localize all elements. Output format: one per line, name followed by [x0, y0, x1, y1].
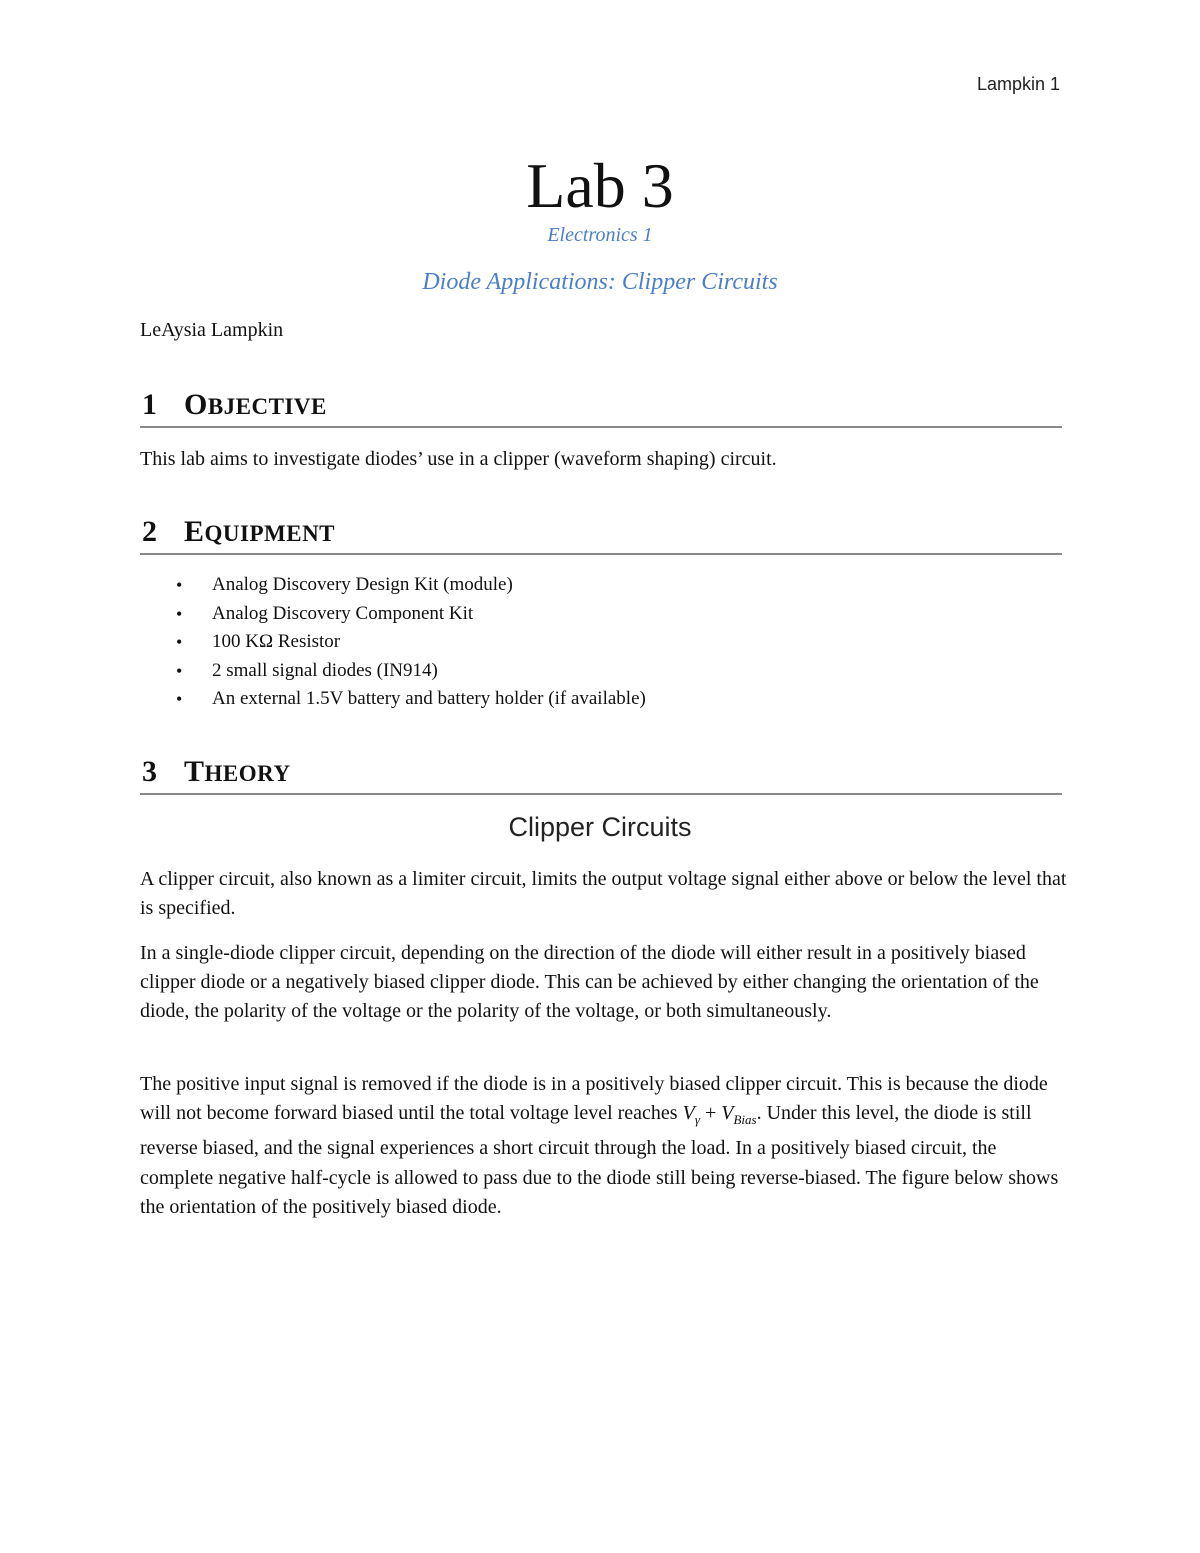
lab-subtitle: Diode Applications: Clipper Circuits [422, 269, 778, 295]
list-item: • Analog Discovery Component Kit [140, 600, 646, 629]
section-heading-equipment [140, 513, 1062, 555]
bullet-icon: • [176, 603, 183, 624]
section-title: EQUIPMENT [184, 515, 336, 548]
math-expression: $V_\gamma + V_{Bias}$ [682, 1102, 757, 1128]
section-number: 2 [142, 515, 157, 548]
course-name: Electronics 1 [547, 224, 653, 246]
section-heading-objective [140, 386, 1062, 428]
theory-paragraph-1: A clipper circuit, also known as a limiter circuit, limits the output voltage signal either above or below the level that is specified. [140, 868, 1067, 920]
author-name: LeAysia Lampkin [140, 319, 284, 341]
bullet-icon: • [176, 660, 183, 681]
theory-subheading: Clipper Circuits [508, 812, 692, 842]
objective-text: This lab aims to investigate diodes’ use in a clipper (waveform shaping) circuit. [140, 448, 777, 470]
theory-paragraph-2: In a single-diode clipper circuit, depending on the direction of the diode will either result in a positively biased clipper diode or a negatively biased clipper diode. This can be achieved by either changing the orientation of the diode, the polarity of the voltage or the polarity of the voltage, or both simultaneously. [140, 942, 1039, 1023]
theory-paragraph-3: The positive input signal is removed if the diode is in a positively biased clipper circuit. This is because the diode will not become forward biased until the total voltage level reaches $V_\gamma + V_{Bias}$. Under this level, the diode is still reverse biased, and the signal experiences a short circuit through the load. In a positively biased circuit, the complete negative half-cycle is allowed to pass due to the diode still being reverse-biased. The figure below shows the orientation of the positively biased diode. [140, 1073, 1059, 1218]
section-heading-theory [140, 753, 1062, 795]
bullet-icon: • [176, 575, 183, 595]
bullet-icon: • [176, 689, 183, 709]
section-title: OBJECTIVE [184, 388, 327, 421]
list-item: • 2 small signal diodes (IN914) [140, 657, 646, 686]
section-number: 3 [142, 755, 157, 788]
running-header: Lampkin 1 [976, 74, 1060, 94]
document-title: Lab 3 [526, 150, 674, 221]
section-number: 1 [142, 388, 157, 421]
list-item: • 100 KΩ Resistor [140, 628, 646, 657]
list-item: • An external 1.5V battery and battery holder (if available) [140, 685, 646, 714]
list-item: • Analog Discovery Design Kit (module) [140, 571, 646, 600]
bullet-icon: • [176, 632, 183, 652]
equipment-list [140, 571, 646, 714]
section-title: THEORY [184, 755, 291, 788]
